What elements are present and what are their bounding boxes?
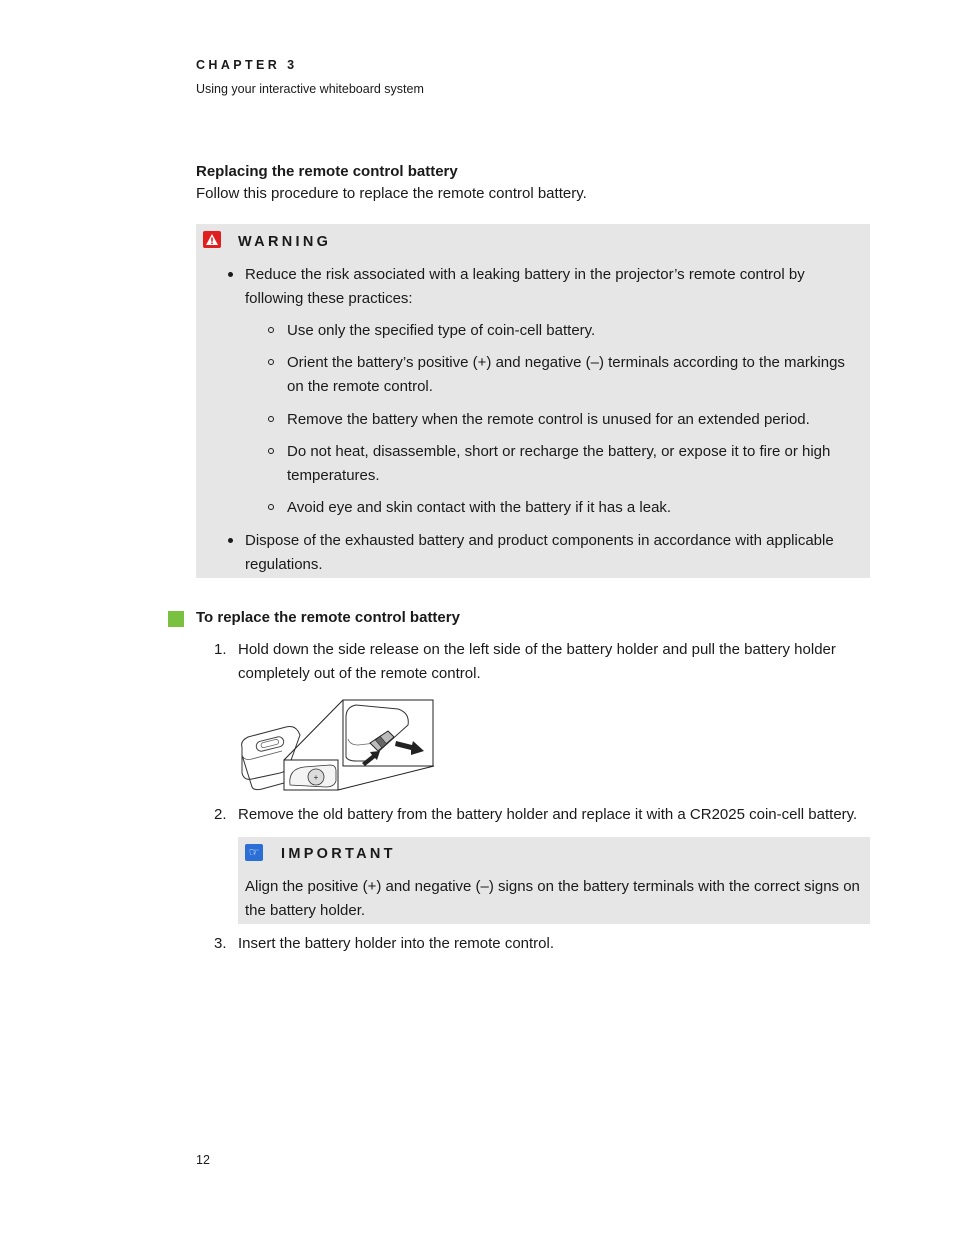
sub-bullet-circle: [268, 504, 274, 510]
warning-sub-bullet: Use only the specified type of coin-cell battery.: [287, 322, 596, 339]
warning-sub-bullet: Remove the battery when the remote control is unused for an extended period.: [287, 411, 810, 428]
important-text: Align the positive (+) and negative (–) signs on the battery terminals with the correct signs on the battery holder.: [245, 878, 860, 919]
bullet-dot: [228, 272, 233, 277]
step-text: Hold down the side release on the left side of the battery holder and pull the battery holder completely out of the remote control.: [238, 641, 836, 682]
step-text: Insert the battery holder into the remote control.: [238, 935, 555, 952]
warning-sub-bullet: Orient the battery’s positive (+) and negative (–) terminals according to the markings on the remote control.: [287, 354, 845, 395]
warning-bullet: Reduce the risk associated with a leaking battery in the projector’s remote control by following these practices:: [245, 266, 805, 307]
warning-sub-bullet: Avoid eye and skin contact with the battery if it has a leak.: [287, 499, 672, 516]
procedure-heading: To replace the remote control battery: [196, 609, 460, 626]
pointing-hand-icon: ☞: [245, 844, 263, 861]
step-number: 3.: [214, 935, 227, 952]
page-number: 12: [196, 1153, 210, 1167]
chapter-title: Using your interactive whiteboard system: [196, 82, 424, 96]
warning-sub-bullet: Do not heat, disassemble, short or recharge the battery, or expose it to fire or high temperatures.: [287, 443, 831, 484]
important-title: IMPORTANT: [281, 846, 396, 862]
section-heading: Replacing the remote control battery: [196, 163, 458, 180]
sub-bullet-circle: [268, 359, 274, 365]
bullet-dot: [228, 538, 233, 543]
section-intro: Follow this procedure to replace the remote control battery.: [196, 185, 587, 202]
chapter-label: CHAPTER 3: [196, 58, 298, 72]
warning-bullet: Dispose of the exhausted battery and product components in accordance with applicable regulations.: [245, 532, 834, 573]
step-text: Remove the old battery from the battery holder and replace it with a CR2025 coin-cell battery.: [238, 806, 858, 823]
battery-holder-illustration: [238, 699, 436, 795]
figure-plus-label: +: [313, 773, 319, 782]
step-number: 1.: [214, 641, 227, 658]
step-number: 2.: [214, 806, 227, 823]
sub-bullet-circle: [268, 327, 274, 333]
procedure-square-icon: [168, 611, 184, 627]
warning-title: WARNING: [238, 234, 332, 250]
warning-triangle-icon: [203, 231, 221, 248]
sub-bullet-circle: [268, 416, 274, 422]
sub-bullet-circle: [268, 448, 274, 454]
